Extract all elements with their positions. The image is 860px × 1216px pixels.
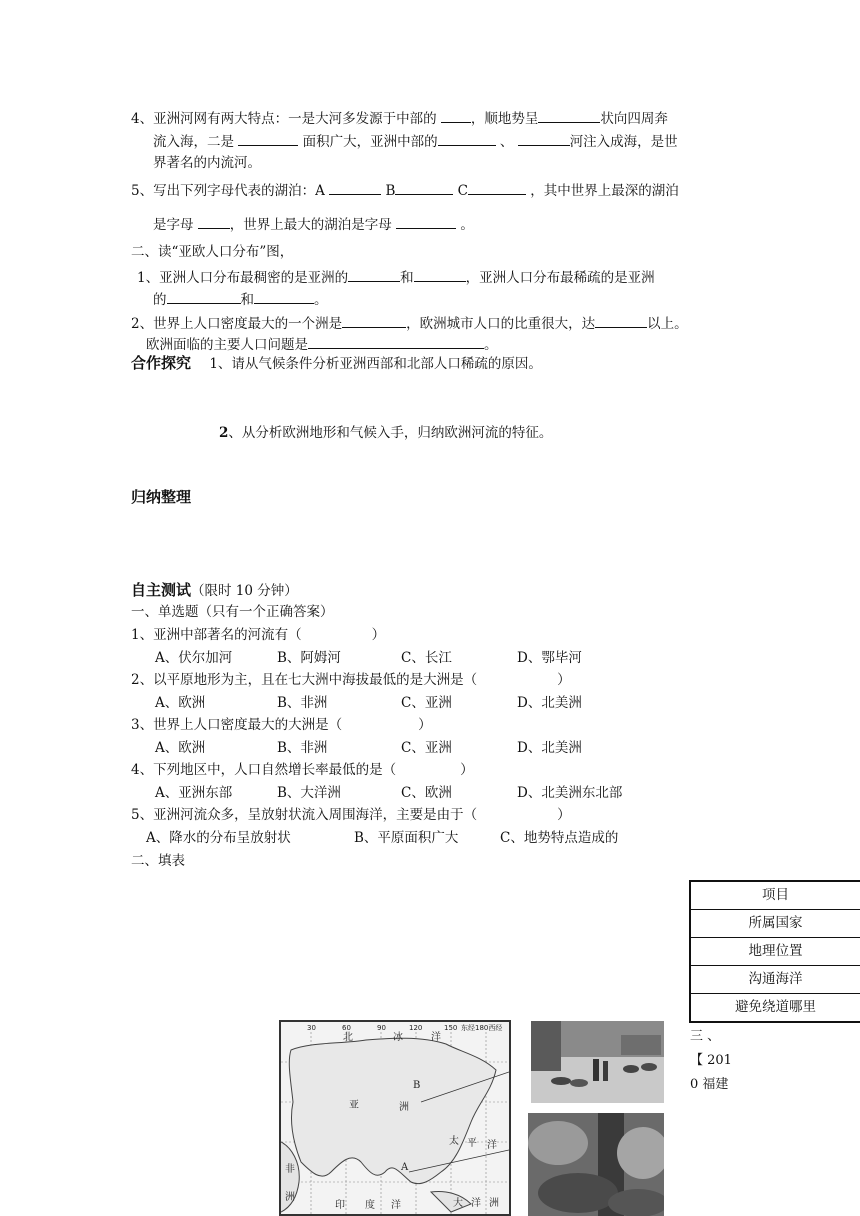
test-part1: 一、单选题（只有一个正确答案）: [131, 604, 334, 620]
question-3-options: [155, 739, 582, 757]
longitude-label: 150: [444, 1024, 458, 1032]
longitude-label: 东经180西经: [461, 1024, 503, 1032]
map-label: A: [401, 1162, 409, 1173]
map-label: 洲: [285, 1192, 295, 1203]
option[interactable]: A、降水的分布呈放射状: [146, 830, 291, 846]
map-label: 冰: [393, 1032, 403, 1043]
test-heading-line: 自主测试（限时 10 分钟）: [131, 581, 298, 599]
option[interactable]: B、非洲: [277, 695, 328, 711]
side-text-1: 三 、: [690, 1029, 721, 1044]
option[interactable]: C、长江: [401, 650, 452, 666]
section2-q1-line1: 1、亚洲人口分布最稠密的是亚洲的 和 ，亚洲人口分布最稀疏的是亚洲: [137, 267, 655, 287]
table-row: 项目: [691, 882, 860, 910]
blank[interactable]: [438, 131, 496, 146]
map-graphic: [281, 1022, 509, 1214]
blank[interactable]: [198, 214, 230, 229]
table-row: 所属国家: [691, 910, 860, 938]
map-label: B: [413, 1080, 421, 1091]
map-label: 度: [365, 1200, 375, 1211]
q4-line2: 流入海，二是 面积广大，亚洲中部的 、 河注入成海，是世: [153, 131, 678, 151]
option[interactable]: D、鄂毕河: [517, 650, 582, 666]
question-5-options: [146, 829, 618, 847]
side-text-2: 【 201: [690, 1053, 732, 1068]
section2-q2-line2: 欧洲面临的主要人口问题是 。: [146, 334, 498, 354]
map-label: 亚: [349, 1100, 359, 1111]
question-4-stem: 4、下列地区中，人口自然增长率最低的是（ ）: [131, 762, 474, 778]
blank[interactable]: [414, 267, 466, 282]
sled-dog-photo: [531, 1021, 664, 1103]
table-row: 避免绕道哪里: [735, 999, 816, 1015]
blank[interactable]: [308, 334, 484, 349]
option[interactable]: D、北美洲: [517, 695, 582, 711]
option[interactable]: A、欧洲: [155, 695, 206, 711]
blank[interactable]: [342, 313, 406, 328]
option[interactable]: D、北美洲: [517, 740, 582, 756]
q5-line2: 是字母 ，世界上最大的湖泊是字母 。: [153, 214, 474, 234]
longitude-label: 90: [377, 1024, 386, 1032]
map-label: 洲: [399, 1102, 409, 1113]
blank[interactable]: [167, 289, 241, 304]
q5-line1: 5、写出下列字母代表的湖泊：A B C ，其中世界上最深的湖泊: [131, 180, 679, 200]
option[interactable]: A、亚洲东部: [155, 785, 233, 801]
blank[interactable]: [518, 131, 570, 146]
asia-map: [279, 1020, 511, 1216]
test-part2: 二、填表: [131, 853, 185, 869]
summary-heading: 归纳整理: [131, 488, 192, 506]
blank[interactable]: [395, 180, 453, 195]
side-text-3: 0 福建: [690, 1077, 729, 1092]
map-label: 洲: [489, 1198, 499, 1209]
question-4-options: [155, 784, 622, 802]
coop-line1: 合作探究 1、请从气候条件分析亚洲西部和北部人口稀疏的原因。: [131, 354, 542, 372]
question-2-stem: 2、以平原地形为主，且在七大洲中海拔最低的是大洲是（ ）: [131, 672, 571, 688]
option[interactable]: B、大洋洲: [277, 785, 341, 801]
blank[interactable]: [329, 180, 381, 195]
option[interactable]: C、亚洲: [401, 695, 452, 711]
option[interactable]: C、亚洲: [401, 740, 452, 756]
map-label: 洋: [487, 1140, 497, 1151]
coop-line2: 2、从分析欧洲地形和气候入手，归纳欧洲河流的特征。: [219, 425, 553, 441]
blank[interactable]: [538, 108, 600, 123]
q4-line3: 界著名的内流河。: [153, 155, 261, 171]
blank[interactable]: [348, 267, 400, 282]
blank[interactable]: [396, 214, 456, 229]
blank[interactable]: [441, 108, 471, 123]
option[interactable]: B、平原面积广大: [354, 830, 459, 846]
map-label: 大: [453, 1198, 463, 1209]
table-row: 沟通海洋: [691, 966, 860, 994]
longitude-label: 30: [307, 1024, 316, 1032]
map-label: 洋: [391, 1200, 401, 1211]
question-3-stem: 3、世界上人口密度最大的大洲是（ ）: [131, 717, 432, 733]
section2-heading: 二、读“亚欧人口分布”图，: [131, 244, 294, 260]
fill-table: [689, 880, 860, 1023]
map-label: 北: [343, 1032, 353, 1043]
question-1-stem: 1、亚洲中部著名的河流有（ ）: [131, 627, 386, 643]
map-label: 洋: [471, 1198, 481, 1209]
section2-q1-line2: 的 和 。: [153, 289, 328, 309]
option[interactable]: D、北美洲东北部: [517, 785, 623, 801]
coop-heading: 合作探究: [131, 354, 192, 372]
question-1-options: [155, 649, 582, 667]
blank[interactable]: [468, 180, 526, 195]
table-row: 地理位置: [691, 938, 860, 966]
option[interactable]: B、阿姆河: [277, 650, 341, 666]
forest-photo: [528, 1113, 664, 1216]
blank[interactable]: [254, 289, 314, 304]
blank[interactable]: [238, 131, 298, 146]
option[interactable]: B、非洲: [277, 740, 328, 756]
map-label: 洋: [431, 1032, 441, 1043]
map-label: 平: [467, 1138, 477, 1149]
section2-q2-line1: 2、世界上人口密度最大的一个洲是 ，欧洲城市人口的比重很大，达 以上。: [131, 313, 688, 333]
option[interactable]: A、欧洲: [155, 740, 206, 756]
option[interactable]: C、地势特点造成的: [500, 830, 619, 846]
option[interactable]: A、伏尔加河: [155, 650, 233, 666]
test-heading: 自主测试: [131, 581, 192, 599]
question-2-options: [155, 694, 582, 712]
option[interactable]: C、欧洲: [401, 785, 452, 801]
map-label: 印: [335, 1200, 345, 1211]
longitude-label: 60: [342, 1024, 351, 1032]
q4-line1: 4、亚洲河网有两大特点：一是大河多发源于中部的 ，顺地势呈 状向四周奔: [131, 108, 668, 128]
longitude-label: 120: [409, 1024, 423, 1032]
question-5-stem: 5、亚洲河流众多，呈放射状流入周围海洋，主要是由于（ ）: [131, 807, 571, 823]
map-label: 太: [449, 1136, 459, 1147]
map-label: 非: [285, 1164, 295, 1175]
blank[interactable]: [595, 313, 647, 328]
